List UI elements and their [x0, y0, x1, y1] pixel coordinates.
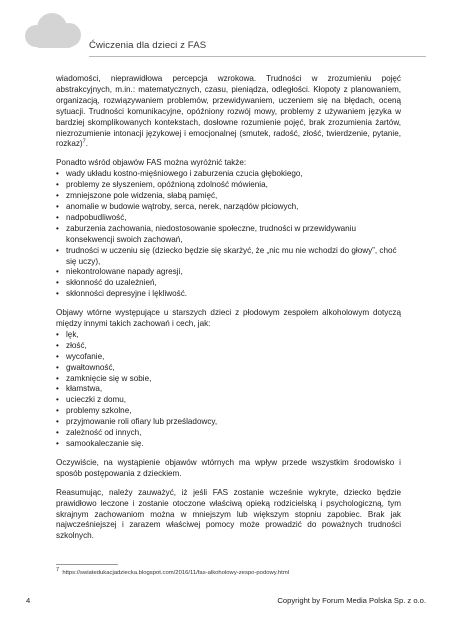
footnote-link[interactable]: https://swiatedukacjadziecka.blogspot.com/2016/11/fas-alkoholowy-zespo-podowy.html	[62, 570, 290, 576]
list-item: • gwałtowność,	[56, 363, 401, 374]
copyright-notice: Copyright by Forum Media Polska Sp. z o.o.	[277, 596, 426, 605]
footnote-number: 7	[56, 567, 60, 574]
paragraph-summary: Reasumując, należy zauważyć, iż jeśli FAS zostanie wcześnie wykryte, dziecko będzie prawidłowo leczone i zostanie otoczone właściwą opieką rodzicielską i psychologiczną, tym skrajnym zachowaniom można w mniejszym lub większym stopniu zapobiec. Brak jak najwcześniejszej i zarazem właściwej pomocy może prowadzić do poważnych trudności szkolnych.	[56, 487, 401, 541]
list-item: • lęk,	[56, 330, 401, 341]
secondary-symptoms-list	[56, 330, 401, 450]
list-item: • niekontrolowane napady agresji,	[56, 267, 401, 278]
list-item: • zmniejszone pole widzenia, słabą pamięć,	[56, 191, 401, 202]
paragraph-obvious: Oczywiście, na wystąpienie objawów wtórnych ma wpływ przede wszystkim środowisko i sposób postępowania z dzieckiem.	[56, 457, 401, 478]
list-item: • wady układu kostno-mięśniowego i zaburzenia czucia głębokiego,	[56, 169, 401, 180]
intro-paragraph: wiadomości, nieprawidłowa percepcja wzrokowa. Trudności w zrozumieniu pojęć abstrakcyjnych, m.in.: matematycznych, czasu, pieniądza, odległości. Kłopoty z planowaniem, organizacją, rozwiązywaniem problemów, przewidywaniem, uczeniem się na błędach, oceną sytuacji. Trudności komunikacyjne, opóźniony rozwój mowy, problemy z używaniem języka w bardziej skomplikowanych kontekstach, dosłowne rozumienie pojęć, brak zrozumienia żartów, niezrozumienie intonacji językowej i emocjonalnej (smutek, radość, złość, twierdzenie, pytanie, rozkaz)$^7$.	[56, 74, 401, 149]
page-header	[0, 0, 450, 66]
list-item: • przyjmowanie roli ofiary lub prześladowcy,	[56, 417, 401, 428]
list-item: • zamknięcie się w sobie,	[56, 374, 401, 385]
list-item: • problemy szkolne,	[56, 406, 401, 417]
list-item: • kłamstwa,	[56, 384, 401, 395]
list-item: • skłonności depresyjne i lękliwość.	[56, 289, 401, 300]
list-item: • problemy ze słyszeniem, opóźnioną zdolność mówienia,	[56, 180, 401, 191]
list-item: • ucieczki z domu,	[56, 395, 401, 406]
fas-symptoms-list	[56, 169, 401, 300]
list-item: • zależność od innych,	[56, 428, 401, 439]
page-number: 4	[26, 596, 31, 605]
list-item: • nadpobudliwość,	[56, 213, 401, 224]
fas-lead: Ponadto wśród objawów FAS można wyróżnić także:	[56, 158, 247, 168]
footnote-divider	[56, 564, 118, 565]
list-item: • trudności w uczeniu się (dziecko będzie się skarżyć, że „nic mu nie wchodzi do głowy”, choć się uczy),	[56, 246, 401, 268]
list-item: • samookaleczanie się.	[56, 439, 401, 450]
list-item: • złość,	[56, 341, 401, 352]
header-divider	[89, 56, 426, 57]
list-item: • zaburzenia zachowania, niedostosowanie społeczne, trudności w przewidywaniu konsekwencji swoich zachowań,	[56, 224, 401, 246]
secondary-lead: Objawy wtórne występujące u starszych dzieci z płodowym zespołem alkoholowym dotyczą między innymi takich zachowań i cech, jak:	[56, 308, 401, 329]
intro-text: wiadomości, nieprawidłowa percepcja wzrokowa. Trudności w zrozumieniu pojęć abstrakcyjnych, m.in.: matematycznych, czasu, pieniądza, odległości. Kłopoty z planowaniem, organizacją, rozwiązywaniem problemów, przewidywaniem, uczeniem się na błędach, oceną sytuacji. Trudności komunikacyjne, opóźniony rozwój mowy, problemy z używaniem języka w bardziej skomplikowanych kontekstach, dosłowne rozumienie pojęć, brak zrozumienia żartów, niezrozumienie intonacji językowej i emocjonalnej (smutek, radość, złość, twierdzenie, pytanie, rozkaz)	[56, 74, 401, 149]
footnote-ref: 7	[82, 138, 86, 145]
page-content	[56, 74, 401, 542]
cloud-icon	[16, 8, 88, 52]
list-item: • anomalie w budowie wątroby, serca, nerek, narządów płciowych,	[56, 202, 401, 213]
footnote	[56, 567, 290, 576]
header-title: Ćwiczenia dla dzieci z FAS	[89, 40, 207, 51]
list-item: • skłonność do uzależnień,	[56, 278, 401, 289]
list-item: • wycofanie,	[56, 352, 401, 363]
